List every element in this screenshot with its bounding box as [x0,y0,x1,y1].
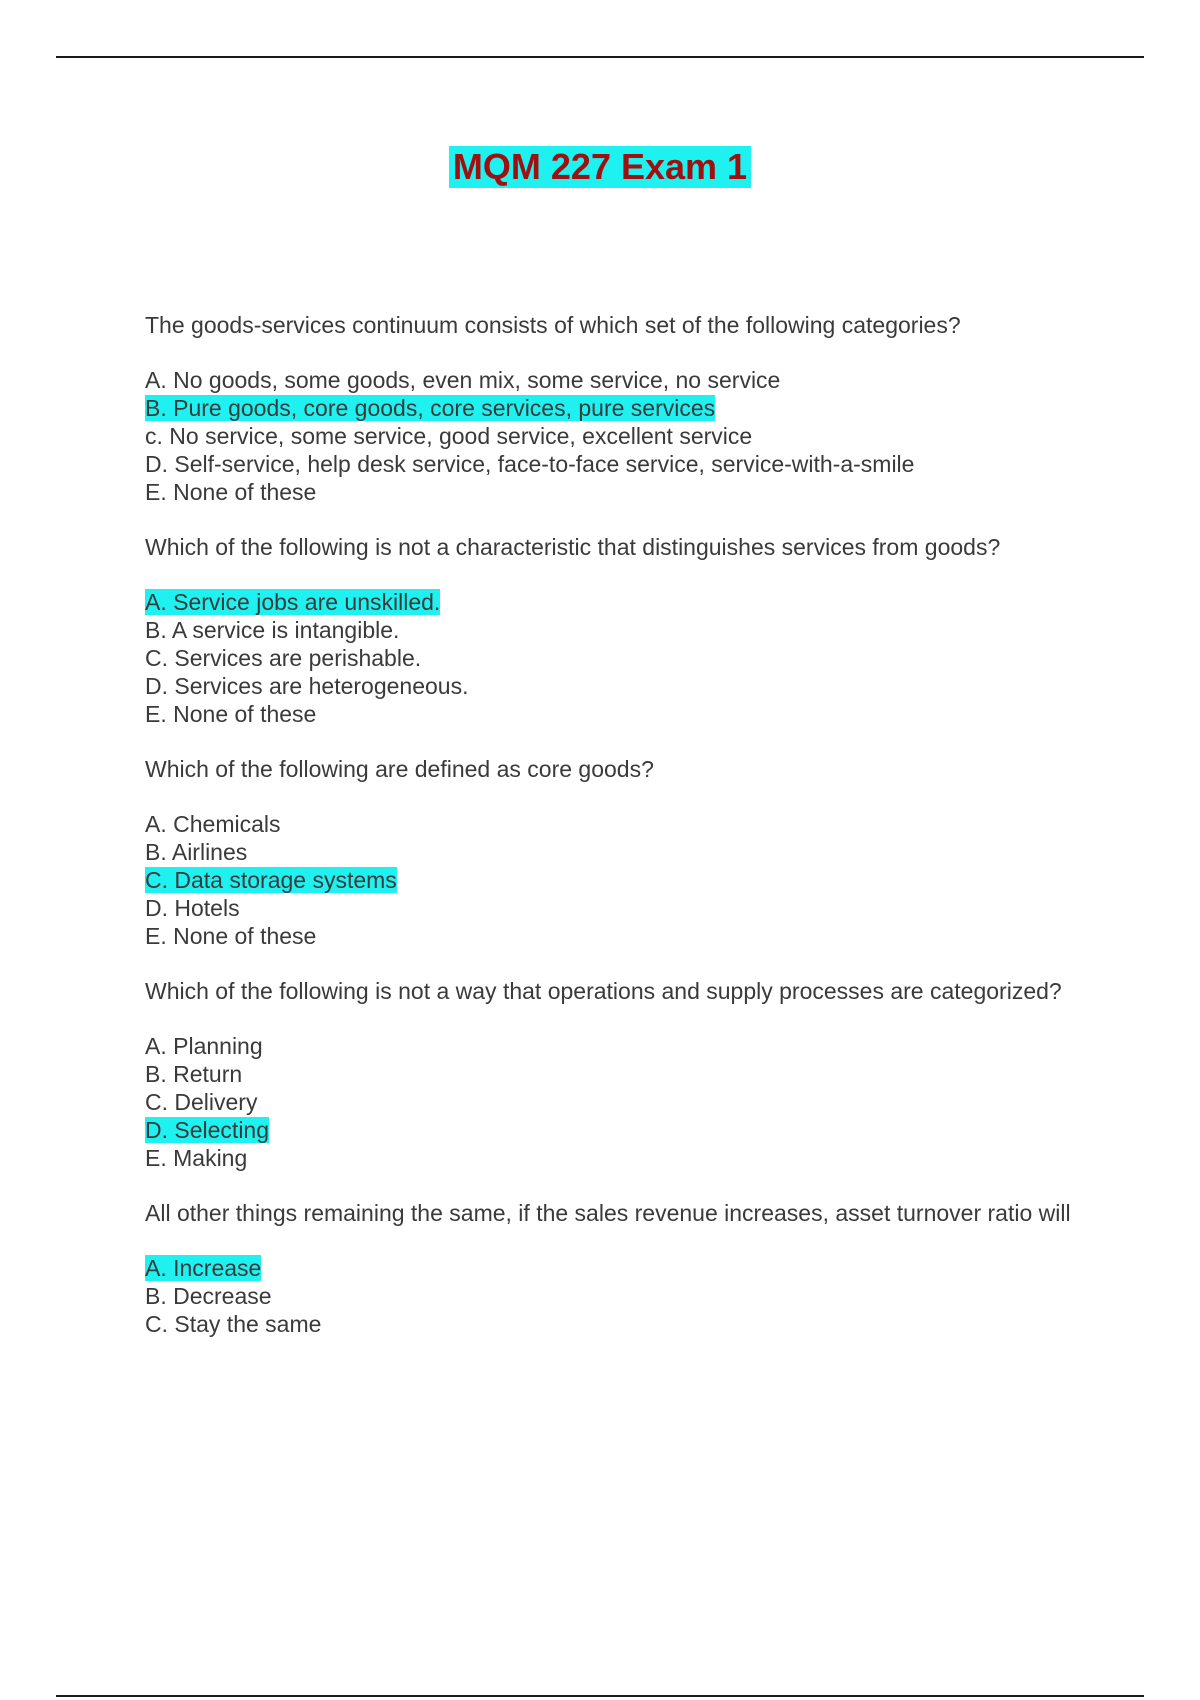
answer-option [145,672,1085,700]
answer-option [145,616,1085,644]
answer-option-label: B. Decrease [145,1283,272,1309]
question-block [145,755,1085,950]
page-title: MQM 227 Exam 1 [449,146,751,188]
answer-option-label: E. None of these [145,923,317,949]
answer-option-label: A. Chemicals [145,811,281,837]
answer-option [145,644,1085,672]
answer-option [145,478,1085,506]
answer-option [145,894,1085,922]
answer-option-label: c. No service, some service, good service, excellent service [145,423,753,449]
question-text: Which of the following are defined as core goods? [145,756,654,782]
answer-option [145,450,1085,478]
answer-option [145,700,1085,728]
bottom-rule [56,1695,1144,1697]
answer-option-label: B. Airlines [145,839,248,865]
answer-option [145,1310,1085,1338]
question-block [145,311,1085,506]
answer-option [145,366,1085,394]
answer-option-label: E. None of these [145,479,317,505]
answer-option-label: C. Delivery [145,1089,258,1115]
answer-option-label: C. Services are perishable. [145,645,422,671]
answer-option [145,1060,1085,1088]
question-block [145,977,1085,1172]
answer-option-label: C. Data storage systems [145,867,397,893]
answer-option [145,1032,1085,1060]
answer-option [145,810,1085,838]
title-container [0,146,1200,188]
answer-option-label: B. A service is intangible. [145,617,400,643]
answer-option-label: D. Services are heterogeneous. [145,673,469,699]
answer-option-highlighted [145,1254,1085,1282]
answer-option-highlighted [145,866,1085,894]
answer-option [145,922,1085,950]
answer-option [145,1088,1085,1116]
answer-option-label: A. Planning [145,1033,263,1059]
answer-option-label: E. Making [145,1145,248,1171]
answer-option-label: E. None of these [145,701,317,727]
answer-option-label: D. Self-service, help desk service, face-to-face service, service-with-a-smile [145,451,915,477]
answer-option-label: A. No goods, some goods, even mix, some service, no service [145,367,781,393]
top-rule [56,56,1144,58]
answer-option-label: B. Return [145,1061,243,1087]
answer-option-label: A. Service jobs are unskilled. [145,589,441,615]
question-text: The goods-services continuum consists of which set of the following categories? [145,312,961,338]
answer-option [145,422,1085,450]
question-text: Which of the following is not a way that operations and supply processes are categorized? [145,978,1062,1004]
answer-option-highlighted [145,394,1085,422]
answer-option [145,838,1085,866]
question-list [145,311,1085,1365]
question-block [145,533,1085,728]
answer-option-label: D. Hotels [145,895,240,921]
question-text: Which of the following is not a characteristic that distinguishes services from goods? [145,534,1001,560]
question-block [145,1199,1085,1338]
answer-option-label: A. Increase [145,1255,262,1281]
answer-option-label: C. Stay the same [145,1311,322,1337]
answer-option-highlighted [145,1116,1085,1144]
answer-option-highlighted [145,588,1085,616]
answer-option-label: D. Selecting [145,1117,270,1143]
answer-option [145,1144,1085,1172]
question-text: All other things remaining the same, if the sales revenue increases, asset turnover ratio will [145,1200,1071,1226]
answer-option-label: B. Pure goods, core goods, core services, pure services [145,395,716,421]
answer-option [145,1282,1085,1310]
